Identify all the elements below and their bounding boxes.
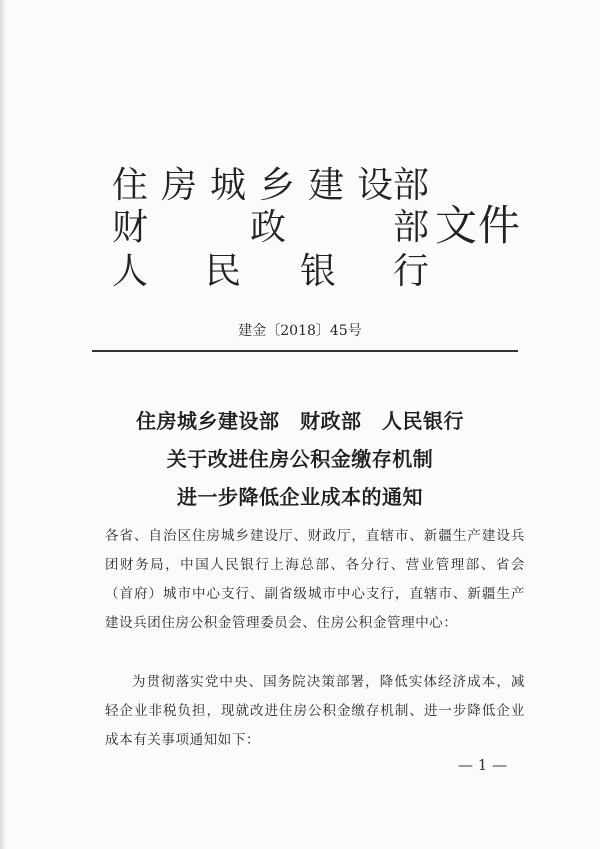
- issuer-char: 人: [112, 251, 149, 292]
- document-number: 建金〔2018〕45号: [238, 323, 362, 339]
- header-divider: [92, 350, 518, 352]
- body-paragraph: 为贯彻落实党中央、国务院决策部署，降低实体经济成本，减轻企业非税负担，现就改进住房公积金缴存机制、进一步降低企业成本有关事项通知如下：: [105, 674, 525, 748]
- issuer-char: 乡: [259, 165, 296, 206]
- issuer-char: 银: [300, 251, 337, 292]
- issuer-char: 部: [393, 207, 430, 248]
- issuer-char: 房: [161, 165, 198, 206]
- issuer-char: 住: [112, 165, 149, 206]
- page-number: — 1 —: [458, 756, 508, 774]
- issuer-char: 行: [393, 251, 430, 292]
- issuer-char: 民: [205, 251, 242, 292]
- issuer-char: 部: [393, 165, 430, 206]
- issuer-char: 政: [250, 207, 287, 248]
- issuer-char: 城: [210, 165, 247, 206]
- recipients-paragraph: 各省、自治区住房城乡建设厅、财政厅，直辖市、新疆生产建设兵团财务局，中国人民银行上海总部、各分行、营业管理部、省会（首府）城市中心支行、副省级城市中心支行，直辖市、新疆生产建设兵团住房公积金管理委员会、住房公积金管理中心：: [105, 528, 525, 631]
- document-label: 文件: [435, 201, 522, 250]
- issuer-char: 设: [357, 165, 394, 206]
- title-line-1: 住房城乡建设部 财政部 人民银行: [136, 409, 464, 433]
- issuer-char: 建: [308, 165, 345, 206]
- title-line-3: 进一步降低企业成本的通知: [177, 485, 423, 509]
- title-line-2: 关于改进住房公积金缴存机制: [166, 447, 434, 471]
- issuer-char: 财: [112, 207, 149, 248]
